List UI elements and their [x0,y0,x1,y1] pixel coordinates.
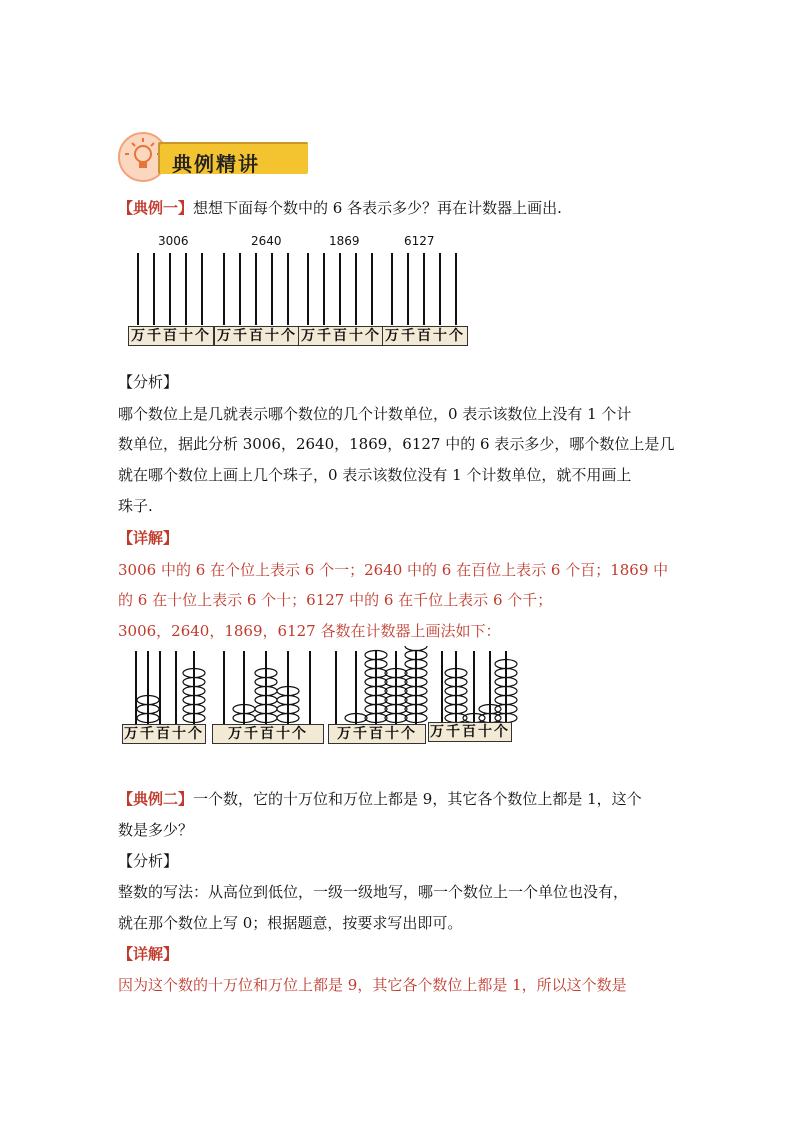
example2-question: 【典例二】一个数，它的十万位和万位上都是 9，其它各个数位上都是 1，这个 [118,790,642,808]
analysis-heading: 【分析】 [118,373,179,391]
empty-abacus-rods [118,250,478,325]
detail-heading: 【详解】 [118,529,179,547]
number-label: 1869 [329,234,360,248]
analysis-text: 就在那个数位上写 0；根据题意，按要求写出即可。 [118,914,463,932]
abacus-place-labels: 万千百十个 [382,326,468,346]
abacus-place-labels: 万千百十个 [124,726,204,742]
analysis-text: 数单位，据此分析 3006，2640，1869，6127 中的 6 表示多少，哪个数位上是几 [118,435,675,453]
analysis-text: 就在哪个数位上画上几个珠子，0 表示该数位没有 1 个计数单位，就不用画上 [118,466,632,484]
analysis-text: 整数的写法：从高位到低位，一级一级地写，哪一个数位上一个单位也没有， [118,883,629,901]
example2-question-cont: 数是多少？ [118,821,194,839]
abacus-place-labels: 万千百十个 [212,724,324,744]
analysis-text: 珠子. [118,497,153,515]
detail-text: 因为这个数的十万位和万位上都是 9，其它各个数位上都是 1，所以这个数是 [118,976,627,994]
abacus-place-labels: 万千百十个 [214,326,300,346]
number-label: 3006 [158,234,189,248]
filled-abacus-drawing [118,646,518,730]
number-label: 2640 [251,234,282,248]
abacus-place-labels: 万千百十个 [430,724,510,740]
analysis-heading: 【分析】 [118,852,179,870]
detail-text: 的 6 在十位上表示 6 个十；6127 中的 6 在千位上表示 6 个千； [118,591,553,609]
section-title: 典例精讲 [172,152,260,176]
section-header [118,132,308,180]
example1-question: 【典例一】想想下面每个数中的 6 各表示多少？再在计数器上画出. [118,199,562,217]
detail-text: 3006 中的 6 在个位上表示 6 个一；2640 中的 6 在百位上表示 6 个百；1869 中 [118,561,669,579]
detail-heading: 【详解】 [118,945,179,963]
abacus-place-labels: 万千百十个 [328,724,426,744]
abacus-place-labels: 万千百十个 [128,326,214,346]
empty-abacus-row [118,230,478,360]
abacus-place-labels: 万千百十个 [298,326,384,346]
detail-text: 3006，2640，1869，6127 各数在计数器上画法如下： [118,622,501,640]
analysis-text: 哪个数位上是几就表示哪个数位的几个计数单位，0 表示该数位上没有 1 个计 [118,405,632,423]
number-label: 6127 [404,234,435,248]
